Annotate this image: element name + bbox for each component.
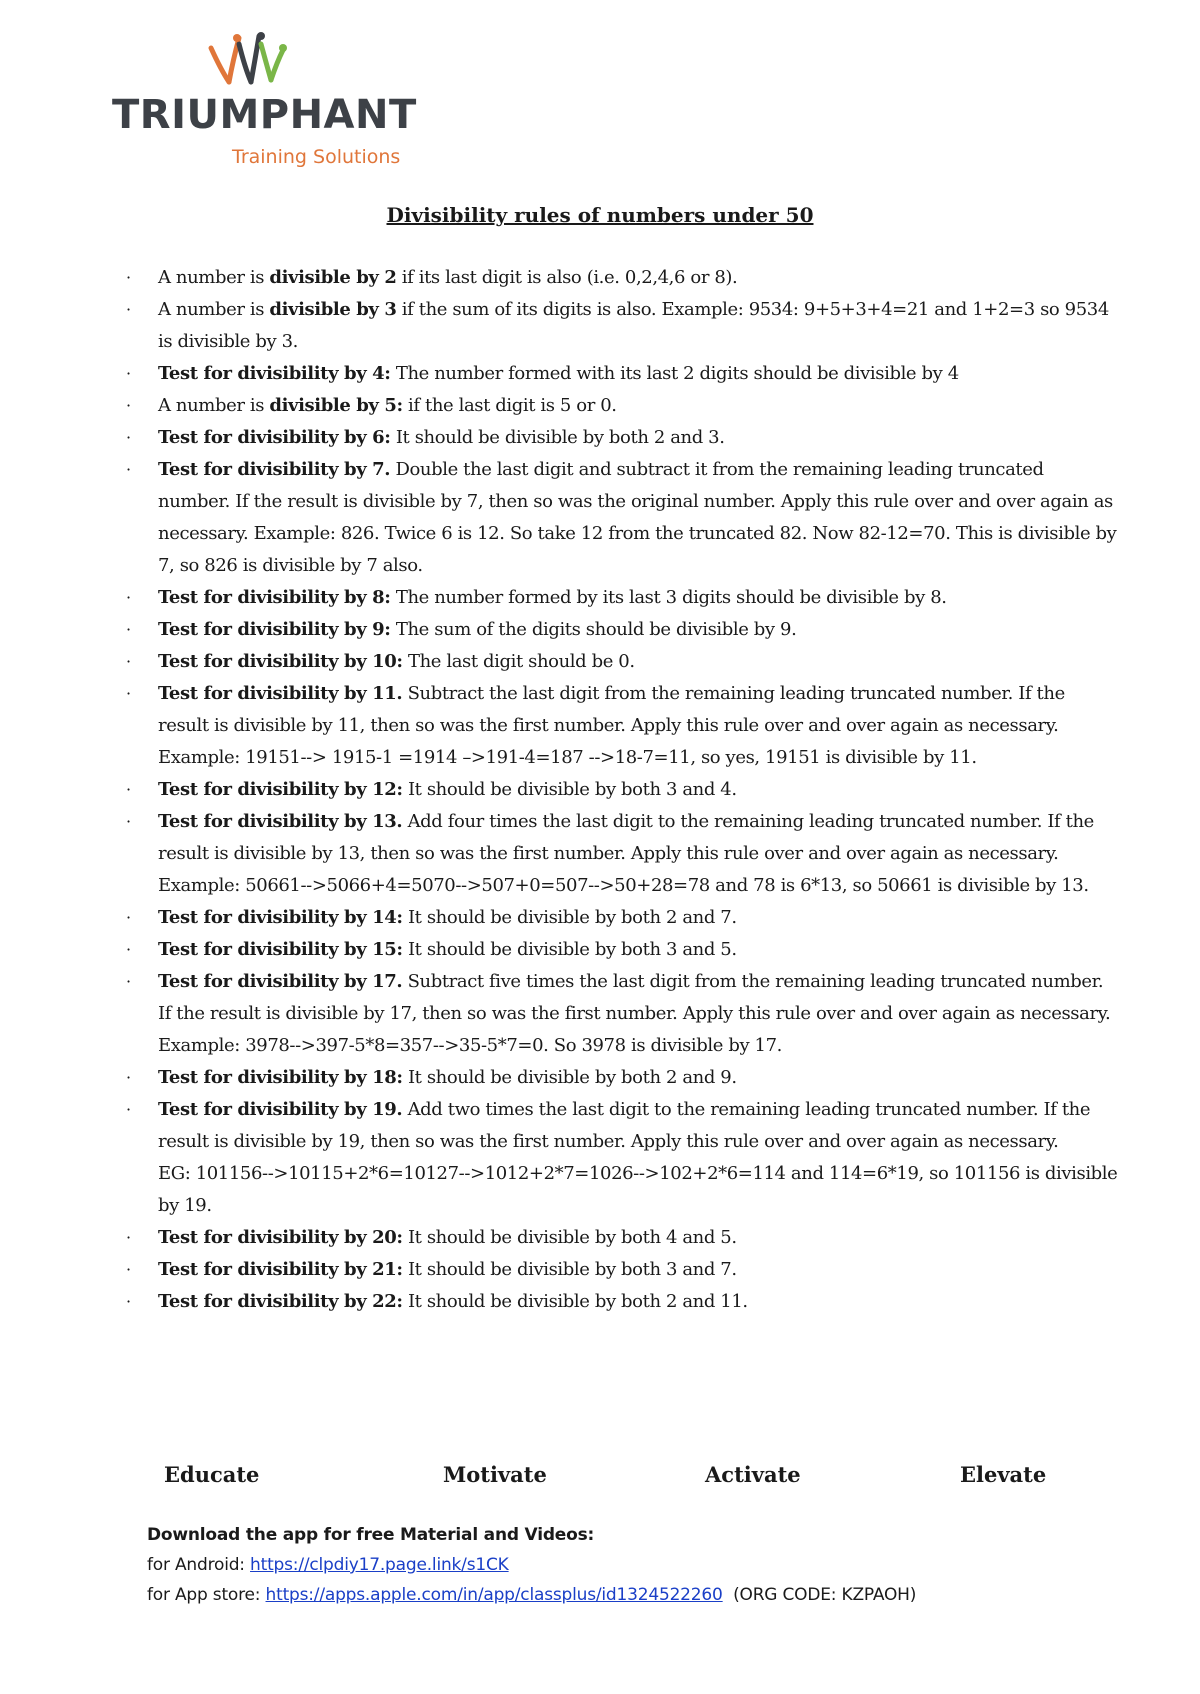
rule-heading: Test for divisibility by 17.	[158, 971, 403, 992]
rule-text: It should be divisible by both 4 and 5.	[402, 1227, 737, 1248]
rule-item	[120, 454, 1120, 582]
rule-heading: Test for divisibility by 15:	[158, 939, 403, 960]
rule-text: The last digit should be 0.	[402, 651, 635, 672]
rule-text: Subtract the last digit from the remaining leading truncated number. If the result is divisible by 11, then so was the first number. Apply this rule over and over again as necessary.	[158, 683, 1065, 736]
rule-text: Add two times the last digit to the remaining leading truncated number. If the result is divisible by 19, then so was the first number. Apply this rule over and over again as necessary.	[158, 1099, 1091, 1152]
org-code: (ORG CODE: KZPAOH)	[733, 1585, 917, 1605]
rule-heading: Test for divisibility by 12:	[158, 779, 403, 800]
rule-item	[120, 806, 1120, 902]
rule-item	[120, 1222, 1120, 1254]
appstore-label: for App store:	[147, 1585, 266, 1605]
rule-item	[120, 1254, 1120, 1286]
rule-text: It should be divisible by both 2 and 3.	[390, 427, 725, 448]
android-link[interactable]: https://clpdiy17.page.link/s1CK	[250, 1555, 509, 1575]
document-title: Divisibility rules of numbers under 50	[386, 203, 814, 227]
rule-text: The number formed with its last 2 digits should be divisible by 4	[390, 363, 959, 384]
rule-text: It should be divisible by both 3 and 4.	[402, 779, 737, 800]
rule-heading: divisible by 2	[269, 267, 397, 288]
rule-item	[120, 1094, 1120, 1222]
rule-prefix: A number is	[158, 267, 270, 288]
rule-item	[120, 646, 1120, 678]
android-line	[147, 1550, 916, 1580]
motto-row	[0, 1462, 1200, 1502]
motto-motivate: Motivate	[443, 1462, 547, 1487]
rule-prefix: A number is	[158, 395, 270, 416]
rule-example: Example: 50661-->5066+4=5070-->507+0=507-->50+28=78 and 78 is 6*13, so 50661 is divisible by 13.	[158, 875, 1089, 896]
rule-item	[120, 774, 1120, 806]
rule-item	[120, 1062, 1120, 1094]
rule-heading: Test for divisibility by 9:	[158, 619, 391, 640]
motto-educate: Educate	[164, 1462, 260, 1487]
rule-item	[120, 966, 1120, 1062]
rule-text: Subtract five times the last digit from the remaining leading truncated number. If the result is divisible by 17, then so was the first number. Apply this rule over and over again as necessary.	[158, 971, 1111, 1024]
rule-item	[120, 294, 1120, 358]
rule-heading: Test for divisibility by 8:	[158, 587, 391, 608]
rule-heading: Test for divisibility by 6:	[158, 427, 391, 448]
rule-text: if the last digit is 5 or 0.	[402, 395, 617, 416]
rule-example: Example: 3978-->397-5*8=357-->35-5*7=0. So 3978 is divisible by 17.	[158, 1035, 782, 1056]
rule-item	[120, 422, 1120, 454]
rule-text: The number formed by its last 3 digits should be divisible by 8.	[390, 587, 947, 608]
rule-item	[120, 390, 1120, 422]
rule-heading: Test for divisibility by 18:	[158, 1067, 403, 1088]
rule-item	[120, 358, 1120, 390]
rule-heading: Test for divisibility by 19.	[158, 1099, 403, 1120]
rule-heading: Test for divisibility by 13.	[158, 811, 403, 832]
logo-tagline: Training Solutions	[232, 146, 401, 168]
rule-text: Double the last digit and subtract it from the remaining leading truncated number. If the result is divisible by 7, then so was the original number. Apply this rule over and over again as necessary. Example: 826. Twice 6 is 12. So take 12 from the truncated 82. Now 82-12=70. This is divisible by 7, so 826 is divisible by 7 also.	[158, 459, 1117, 576]
rule-prefix: A number is	[158, 299, 270, 320]
rule-text: It should be divisible by both 3 and 7.	[402, 1259, 737, 1280]
rule-heading: Test for divisibility by 4:	[158, 363, 391, 384]
rule-example: EG: 101156-->10115+2*6=10127-->1012+2*7=1026-->102+2*6=114 and 114=6*19, so 101156 is divisible by 19.	[158, 1163, 1118, 1216]
rule-heading: Test for divisibility by 22:	[158, 1291, 403, 1312]
rule-text: if the sum of its digits is also. Example: 9534: 9+5+3+4=21 and 1+2=3 so 9534 is divisible by 3.	[158, 299, 1109, 352]
rule-text: It should be divisible by both 2 and 9.	[402, 1067, 737, 1088]
rule-item	[120, 1286, 1120, 1318]
motto-activate: Activate	[705, 1462, 801, 1487]
rule-example: Example: 19151--> 1915-1 =1914 –>191-4=187 -->18-7=11, so yes, 19151 is divisible by 11.	[158, 747, 977, 768]
rule-item	[120, 902, 1120, 934]
rule-text: It should be divisible by both 3 and 5.	[402, 939, 737, 960]
motto-elevate: Elevate	[960, 1462, 1047, 1487]
rule-text: It should be divisible by both 2 and 11.	[402, 1291, 748, 1312]
rule-heading: Test for divisibility by 14:	[158, 907, 403, 928]
rule-text: if its last digit is also (i.e. 0,2,4,6 or 8).	[396, 267, 738, 288]
appstore-link[interactable]: https://apps.apple.com/in/app/classplus/id1324522260	[265, 1585, 723, 1605]
download-heading: Download the app for free Material and Videos:	[147, 1525, 595, 1545]
rule-item	[120, 582, 1120, 614]
rule-heading: Test for divisibility by 20:	[158, 1227, 403, 1248]
rule-heading: Test for divisibility by 10:	[158, 651, 403, 672]
rule-heading: Test for divisibility by 21:	[158, 1259, 403, 1280]
rule-text: Add four times the last digit to the remaining leading truncated number. If the result is divisible by 13, then so was the first number. Apply this rule over and over again as necessary.	[158, 811, 1094, 864]
appstore-line	[147, 1580, 916, 1610]
rule-item	[120, 934, 1120, 966]
rule-item	[120, 614, 1120, 646]
rule-text: The sum of the digits should be divisible by 9.	[390, 619, 797, 640]
rules-list	[120, 262, 1120, 1318]
rule-heading: divisible by 3	[269, 299, 397, 320]
rule-item	[120, 262, 1120, 294]
logo-name: TRIUMPHANT	[112, 92, 417, 138]
android-label: for Android:	[147, 1555, 251, 1575]
download-footer	[147, 1520, 916, 1610]
rule-item	[120, 678, 1120, 774]
rule-heading: divisible by 5:	[269, 395, 403, 416]
brand-logo	[112, 30, 417, 168]
rule-text: It should be divisible by both 2 and 7.	[402, 907, 737, 928]
rule-heading: Test for divisibility by 11.	[158, 683, 403, 704]
rule-heading: Test for divisibility by 7.	[158, 459, 391, 480]
logo-figures-icon	[207, 30, 287, 86]
